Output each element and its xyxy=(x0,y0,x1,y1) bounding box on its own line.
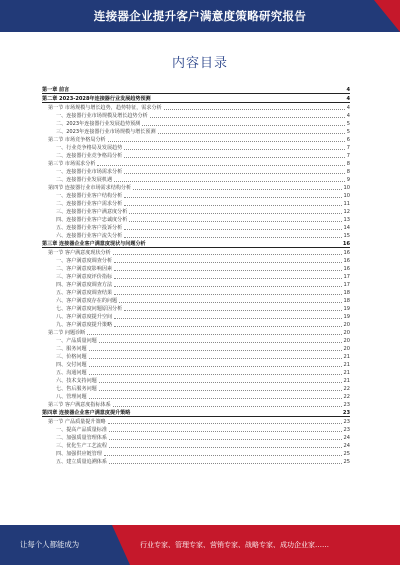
header-bar xyxy=(0,0,400,32)
toc-entry-page: 15 xyxy=(343,233,350,239)
toc-entry-page: 23 xyxy=(342,410,350,416)
toc-chapter-entry[interactable] xyxy=(42,85,350,94)
toc-subsection-entry[interactable] xyxy=(42,256,350,264)
toc-entry-page: 17 xyxy=(343,282,350,288)
toc-entry-page: 16 xyxy=(343,266,350,272)
toc-leader-dots xyxy=(89,358,342,359)
toc-subsection-entry[interactable] xyxy=(42,344,350,352)
toc-leader-dots xyxy=(114,270,341,271)
toc-entry-page: 17 xyxy=(343,274,350,280)
toc-entry-label: 三、2023年连接器行业市场规模与增长预测 xyxy=(56,129,156,135)
toc-leader-dots xyxy=(129,213,341,214)
toc-subsection-entry[interactable] xyxy=(42,312,350,320)
toc-subsection-entry[interactable] xyxy=(42,264,350,272)
toc-entry-page: 10 xyxy=(343,193,350,199)
toc-entry-label: 三、连接器行业客户满意度分析 xyxy=(56,209,128,215)
toc-entry-label: 二、连接器行业竞争格局分析 xyxy=(56,153,123,159)
toc-leader-dots xyxy=(99,390,342,391)
toc-leader-dots xyxy=(114,318,341,319)
toc-entry-page: 16 xyxy=(342,241,350,247)
toc-entry-label: 第四章 连接器企业客户满意度提升策略 xyxy=(42,410,131,416)
toc-leader-dots xyxy=(109,431,342,432)
toc-entry-page: 10 xyxy=(343,185,350,191)
toc-entry-page: 4 xyxy=(346,87,350,93)
toc-subsection-entry[interactable] xyxy=(42,191,350,199)
toc-entry-label: 第一章 前言 xyxy=(42,87,70,93)
toc-section-entry[interactable] xyxy=(42,159,350,167)
footer-slogan-left: 让每个人都能成为 xyxy=(20,540,80,549)
toc-entry-page: 19 xyxy=(343,314,350,320)
toc-leader-dots xyxy=(114,294,341,295)
toc-entry-page: 22 xyxy=(343,394,350,400)
toc-entry-label: 一、连接器行业客户结构分析 xyxy=(56,193,123,199)
toc-leader-dots xyxy=(124,157,345,158)
toc-leader-dots xyxy=(164,109,345,110)
toc-leader-dots xyxy=(124,149,345,150)
toc-leader-dots xyxy=(124,310,341,311)
toc-entry-label: 第三章 连接器企业客户满意度现状与问题分析 xyxy=(42,241,146,247)
toc-subsection-entry[interactable] xyxy=(42,433,350,441)
toc-entry-label: 八、客户满意度提升空间 xyxy=(56,314,113,320)
toc-entry-label: 五、建立质量追溯体系 xyxy=(56,459,107,465)
toc-subsection-entry[interactable] xyxy=(42,231,350,239)
toc-entry-page: 21 xyxy=(343,362,350,368)
toc-entry-label: 一、连接器行业市场需求分析 xyxy=(56,169,123,175)
toc-entry-page: 16 xyxy=(343,258,350,264)
toc-entry-label: 七、售后服务问题 xyxy=(56,386,97,392)
toc-subsection-entry[interactable] xyxy=(42,457,350,465)
toc-leader-dots xyxy=(108,423,342,424)
toc-entry-label: 九、客户满意度提升策略 xyxy=(56,322,113,328)
toc-subsection-entry[interactable] xyxy=(42,280,350,288)
toc-entry-label: 一、提高产品质量标准 xyxy=(56,427,107,433)
toc-leader-dots xyxy=(87,334,341,335)
toc-subsection-entry[interactable] xyxy=(42,320,350,328)
toc-subsection-entry[interactable] xyxy=(42,207,350,215)
toc-entry-label: 第一节 市场规模与增长趋势，趋势特征，需求分析 xyxy=(48,105,162,111)
toc-entry-label: 四、客户满意度调查方法 xyxy=(56,282,113,288)
toc-section-entry[interactable] xyxy=(42,135,350,143)
toc-entry-label: 一、客户满意度调查分析 xyxy=(56,258,113,264)
toc-subsection-entry[interactable] xyxy=(42,111,350,119)
toc-entry-page: 5 xyxy=(346,129,350,135)
toc-leader-dots xyxy=(89,350,342,351)
toc-entry-page: 8 xyxy=(346,169,350,175)
toc-entry-page: 21 xyxy=(343,354,350,360)
toc-subsection-entry[interactable] xyxy=(42,272,350,280)
toc-leader-dots xyxy=(150,117,345,118)
toc-subsection-entry[interactable] xyxy=(42,352,350,360)
toc-entry-page: 7 xyxy=(346,145,350,151)
toc-leader-dots xyxy=(108,141,345,142)
toc-entry-page: 14 xyxy=(343,225,350,231)
toc-leader-dots xyxy=(97,165,344,166)
toc-subsection-entry[interactable] xyxy=(42,143,350,151)
toc-entry-page: 12 xyxy=(343,209,350,215)
toc-subsection-entry[interactable] xyxy=(42,336,350,344)
toc-section-entry[interactable] xyxy=(42,328,350,336)
toc-entry-page: 20 xyxy=(343,330,350,336)
toc-subsection-entry[interactable] xyxy=(42,449,350,457)
toc-leader-dots xyxy=(114,262,341,263)
toc-subsection-entry[interactable] xyxy=(42,223,350,231)
toc-entry-page: 20 xyxy=(343,338,350,344)
toc-entry-label: 一、行业竞争格局及发展趋势 xyxy=(56,145,123,151)
toc-leader-dots xyxy=(124,205,341,206)
toc-entry-page: 20 xyxy=(343,322,350,328)
toc-entry-page: 23 xyxy=(343,419,350,425)
toc-entry-page: 13 xyxy=(343,217,350,223)
toc-subsection-entry[interactable] xyxy=(42,199,350,207)
toc-leader-dots xyxy=(114,278,341,279)
toc-subsection-entry[interactable] xyxy=(42,384,350,392)
toc-heading: 内容目录 xyxy=(171,56,228,71)
toc-entry-page: 22 xyxy=(343,386,350,392)
toc-entry-label: 二、服务问题 xyxy=(56,346,87,352)
toc-subsection-entry[interactable] xyxy=(42,119,350,127)
toc-entry-label: 二、客户满意度影响因素 xyxy=(56,266,113,272)
toc-entry-page: 25 xyxy=(343,459,350,465)
toc-leader-dots xyxy=(142,125,344,126)
toc-chapter-entry[interactable] xyxy=(42,408,350,417)
toc-leader-dots xyxy=(109,447,342,448)
toc-entry-label: 八、管理问题 xyxy=(56,394,87,400)
toc-section-entry[interactable] xyxy=(42,103,350,111)
toc-leader-dots xyxy=(114,181,345,182)
toc-subsection-entry[interactable] xyxy=(42,288,350,296)
toc-leader-dots xyxy=(114,326,341,327)
toc-entry-page: 23 xyxy=(343,427,350,433)
toc-entry-page: 18 xyxy=(343,290,350,296)
toc-entry-page: 4 xyxy=(346,113,350,119)
toc-leader-dots xyxy=(104,455,342,456)
toc-entry-page: 20 xyxy=(343,346,350,352)
footer-bar xyxy=(0,525,400,565)
toc-subsection-entry[interactable] xyxy=(42,215,350,223)
toc-entry-page: 8 xyxy=(346,161,350,167)
toc-subsection-entry[interactable] xyxy=(42,392,350,400)
toc-subsection-entry[interactable] xyxy=(42,304,350,312)
toc-subsection-entry[interactable] xyxy=(42,296,350,304)
toc-entry-label: 二、2023年连接器行业发展趋势预测 xyxy=(56,121,141,127)
footer-left-edge xyxy=(112,525,130,565)
toc-subsection-entry[interactable] xyxy=(42,175,350,183)
toc-leader-dots xyxy=(109,463,342,464)
toc-entry-label: 四、加强供应链管理 xyxy=(56,451,102,457)
toc-entry-page: 9 xyxy=(346,177,350,183)
toc-section-entry[interactable] xyxy=(42,183,350,191)
toc-leader-dots xyxy=(129,221,341,222)
toc-entry-label: 第二节 市场竞争格局分析 xyxy=(48,137,106,143)
toc-entry-page: 19 xyxy=(343,306,350,312)
toc-entry-page: 24 xyxy=(343,443,350,449)
toc-entry-label: 第一节 产品质量提升策略 xyxy=(48,419,106,425)
toc-entry-page: 16 xyxy=(343,250,350,256)
toc-section-entry[interactable] xyxy=(42,400,350,408)
document-title: 连接器企业提升客户满意度策略研究报告 xyxy=(93,9,307,23)
toc-entry-label: 五、客户满意度调查结果 xyxy=(56,290,113,296)
toc-leader-dots xyxy=(114,286,341,287)
toc-leader-dots xyxy=(89,374,342,375)
toc-entry-page: 4 xyxy=(346,105,350,111)
table-of-contents xyxy=(42,85,350,465)
toc-entry-label: 六、连接器行业客户流失分析 xyxy=(56,233,123,239)
toc-leader-dots xyxy=(99,382,342,383)
toc-leader-dots xyxy=(109,439,342,440)
toc-subsection-entry[interactable] xyxy=(42,127,350,135)
toc-leader-dots xyxy=(124,229,341,230)
toc-entry-page: 23 xyxy=(343,402,350,408)
toc-chapter-entry[interactable] xyxy=(42,239,350,248)
toc-entry-page: 4 xyxy=(346,96,350,102)
toc-leader-dots xyxy=(113,406,342,407)
toc-entry-page: 6 xyxy=(346,137,350,143)
toc-subsection-entry[interactable] xyxy=(42,425,350,433)
toc-entry-label: 第二章 2023-2028年连接器行业发展趋势预测 xyxy=(42,96,151,102)
toc-entry-label: 二、连接器行业客户需求分析 xyxy=(56,201,123,207)
toc-entry-label: 第四节 连接器行业市场需求结构分析 xyxy=(48,185,132,191)
toc-entry-page: 11 xyxy=(343,201,350,207)
toc-entry-label: 二、加强质量管理体系 xyxy=(56,435,107,441)
toc-subsection-entry[interactable] xyxy=(42,368,350,376)
toc-entry-page: 18 xyxy=(343,298,350,304)
toc-leader-dots xyxy=(124,237,341,238)
toc-entry-label: 六、技术支持问题 xyxy=(56,378,97,384)
toc-entry-label: 三、客户满意度评价指标 xyxy=(56,274,113,280)
toc-entry-label: 七、客户满意度问题原因分析 xyxy=(56,306,123,312)
toc-subsection-entry[interactable] xyxy=(42,167,350,175)
toc-entry-page: 24 xyxy=(343,435,350,441)
footer-slogan-right: 行业专家、管理专家、营销专家、战略专家、成功企业家…… xyxy=(140,541,329,549)
toc-leader-dots xyxy=(89,366,342,367)
toc-leader-dots xyxy=(119,302,341,303)
toc-section-entry[interactable] xyxy=(42,417,350,425)
toc-subsection-entry[interactable] xyxy=(42,441,350,449)
toc-entry-page: 5 xyxy=(346,121,350,127)
toc-entry-label: 二、连接器行业发展机遇 xyxy=(56,177,113,183)
toc-entry-label: 三、价格问题 xyxy=(56,354,87,360)
toc-leader-dots xyxy=(89,398,342,399)
toc-entry-label: 第三节 客户满意度指标体系 xyxy=(48,402,111,408)
toc-entry-label: 第一节 客户满意度现状分析 xyxy=(48,250,111,256)
toc-entry-page: 21 xyxy=(343,370,350,376)
toc-entry-label: 三、优化生产工艺流程 xyxy=(56,443,107,449)
toc-leader-dots xyxy=(124,197,341,198)
toc-entry-label: 第三节 市场需求分析 xyxy=(48,161,96,167)
toc-subsection-entry[interactable] xyxy=(42,376,350,384)
toc-entry-label: 一、连接器行业市场规模及增长趋势分析 xyxy=(56,113,148,119)
toc-entry-label: 四、交付问题 xyxy=(56,362,87,368)
toc-subsection-entry[interactable] xyxy=(42,360,350,368)
toc-entry-label: 一、产品质量问题 xyxy=(56,338,97,344)
toc-leader-dots xyxy=(113,254,342,255)
toc-entry-page: 7 xyxy=(346,153,350,159)
toc-leader-dots xyxy=(158,133,345,134)
toc-entry-label: 六、客户满意度存在的问题 xyxy=(56,298,118,304)
toc-entry-label: 四、连接器行业客户忠诚度分析 xyxy=(56,217,128,223)
toc-entry-page: 25 xyxy=(343,451,350,457)
toc-subsection-entry[interactable] xyxy=(42,151,350,159)
toc-entry-page: 21 xyxy=(343,378,350,384)
toc-section-entry[interactable] xyxy=(42,248,350,256)
toc-chapter-entry[interactable] xyxy=(42,94,350,103)
toc-entry-label: 五、沟通问题 xyxy=(56,370,87,376)
toc-leader-dots xyxy=(133,189,341,190)
toc-entry-label: 第二节 问题诊断 xyxy=(48,330,86,336)
toc-leader-dots xyxy=(99,342,342,343)
toc-entry-label: 五、连接器行业客户投诉分析 xyxy=(56,225,123,231)
toc-leader-dots xyxy=(124,173,345,174)
